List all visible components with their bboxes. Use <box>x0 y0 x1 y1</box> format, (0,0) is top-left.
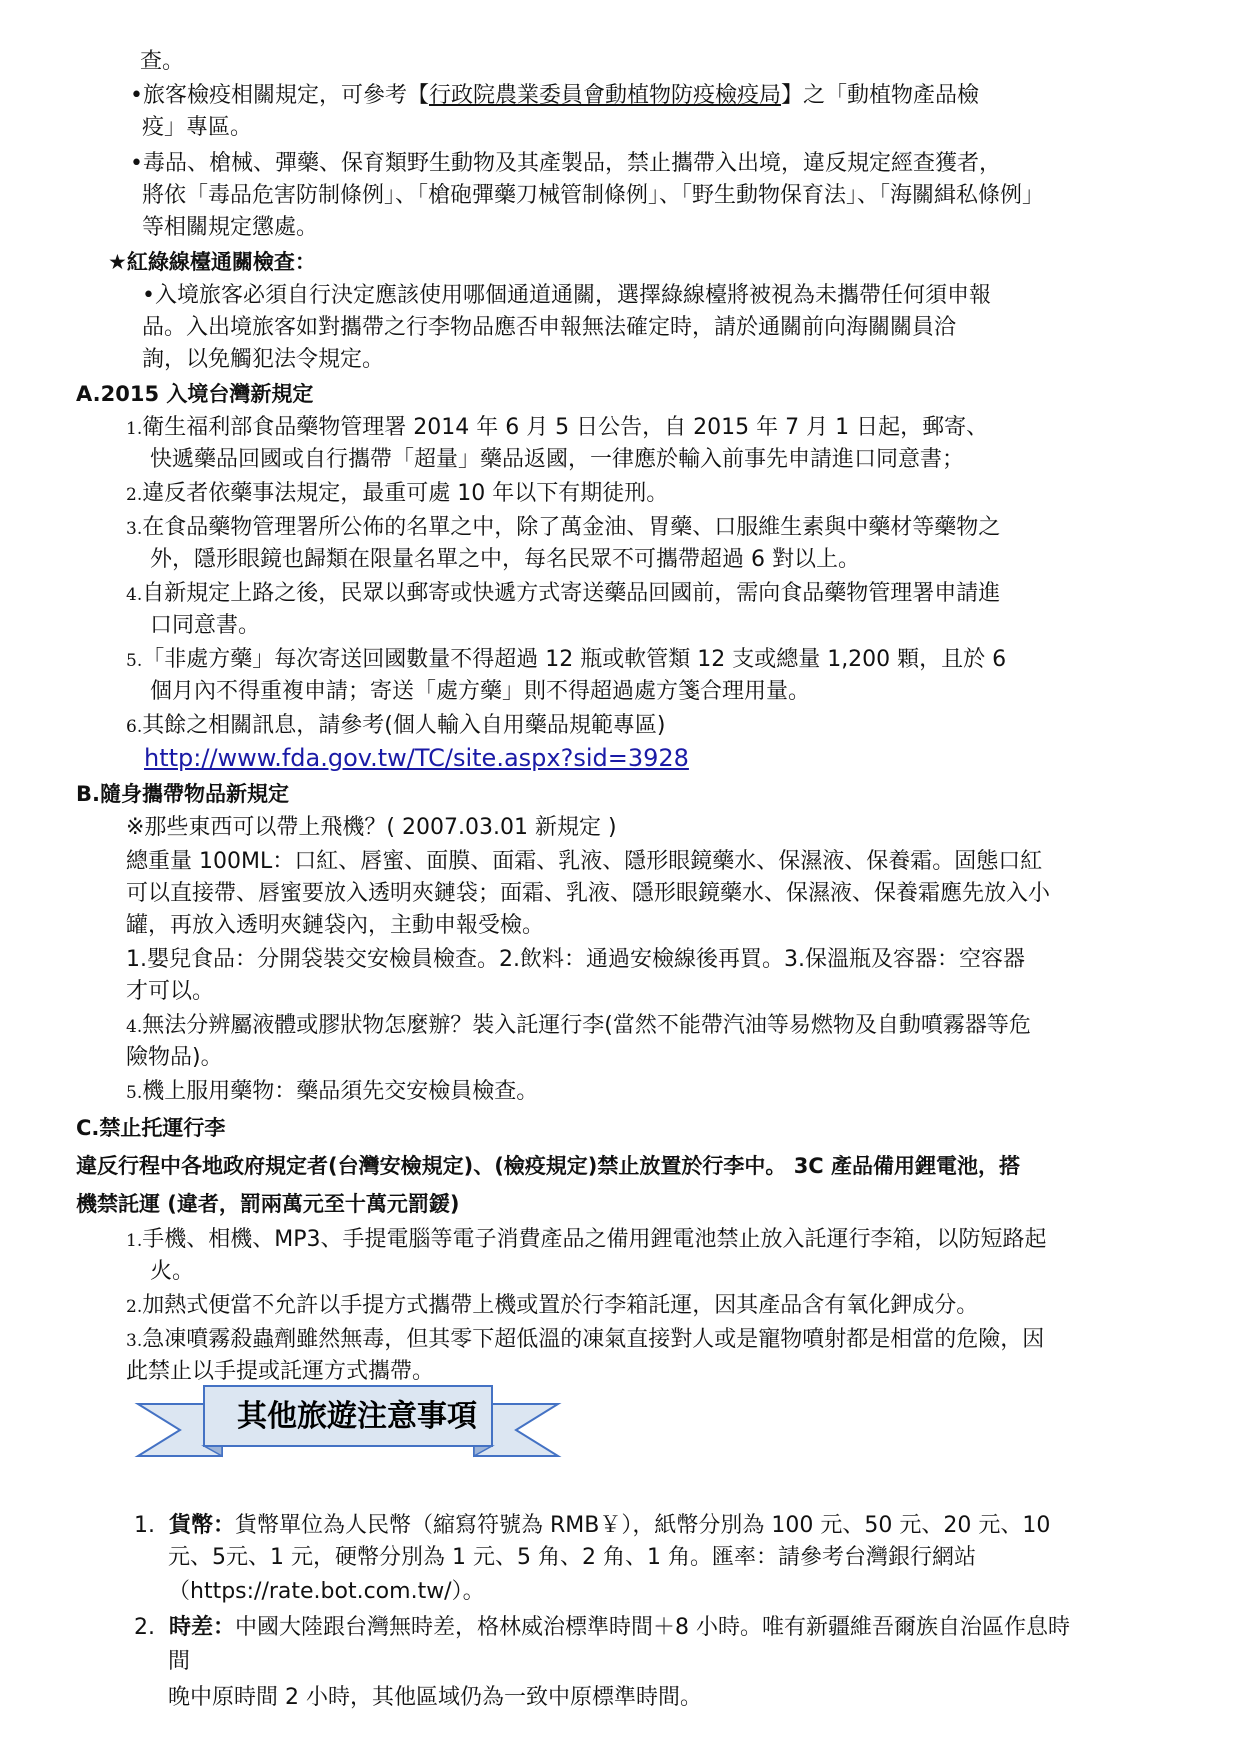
intro-line: 查。 <box>140 49 185 74</box>
item-number: 6. <box>126 717 143 737</box>
text: 在食品藥物管理署所公佈的名單之中，除了萬金油、胃藥、口服維生素與中藥材等藥物之 <box>142 515 1001 540</box>
bullet-contraband <box>130 148 1001 180</box>
banner-title: 其他旅遊注意事項 <box>237 1399 477 1434</box>
section-b-line: 才可以。 <box>126 979 215 1004</box>
travel-item-cont: 晚中原時間 2 小時，其他區域仍為一致中原標準時間。 <box>168 1685 702 1710</box>
item-number: 3. <box>126 519 143 539</box>
redgreen-line <box>142 280 991 312</box>
text: 衛生福利部食品藥物管理署 2014 年 6 月 5 日公告，自 2015 年 7 月 1 日起，郵寄、 <box>142 415 989 440</box>
travel-item-timezone <box>134 1612 1070 1644</box>
section-a-title: A.2015 入境台灣新規定 <box>76 382 314 406</box>
redgreen-title: ★紅綠線檯通關檢查： <box>108 250 316 274</box>
bullet-dot: • <box>142 283 155 308</box>
section-b-title: B.隨身攜帶物品新規定 <box>76 782 289 806</box>
text: 中國大陸跟台灣無時差，格林威治標準時間＋8 小時。唯有新疆維吾爾族自治區作息時 <box>235 1615 1071 1640</box>
text: 旅客檢疫相關規定，可參考【 <box>142 83 429 108</box>
item-number: 1. <box>134 1513 155 1538</box>
section-b-line: 1.嬰兒食品：分開袋裝交安檢員檢查。2.飲料：通過安檢線後再買。3.保溫瓶及容器：空容器 <box>126 947 1025 972</box>
list-item <box>126 1324 1044 1357</box>
list-item-cont: 險物品)。 <box>126 1045 223 1070</box>
item-number: 5. <box>126 1083 143 1103</box>
quarantine-bureau-link[interactable]: 行政院農業委員會動植物防疫檢疫局 <box>429 83 782 108</box>
item-number: 2. <box>134 1615 155 1640</box>
item-number: 4. <box>126 585 143 605</box>
list-item <box>126 1224 1046 1257</box>
bullet-contraband-cont: 將依「毒品危害防制條例」、「槍砲彈藥刀械管制條例」、「野生動物保育法」、「海關緝私條例」 <box>142 183 1045 208</box>
list-item <box>126 578 1000 611</box>
item-number: 1. <box>126 1231 143 1251</box>
list-item-cont: 火。 <box>150 1259 195 1284</box>
list-item <box>126 1010 1031 1043</box>
item-label: 時差： <box>169 1615 236 1640</box>
travel-item-cont: 元、5元、1 元，硬幣分別為 1 元、5 角、2 角、1 角。匯率：請參考台灣銀行網站 <box>168 1545 976 1570</box>
list-item <box>126 512 1000 545</box>
bullet-quarantine-cont: 疫」專區。 <box>142 115 253 140</box>
bullet-dot: • <box>130 83 143 108</box>
text: 無法分辨屬液體或膠狀物怎麼辦？裝入託運行李(當然不能帶汽油等易燃物及自動噴霧器等危 <box>142 1013 1031 1038</box>
section-b-line: 總重量 100ML：口紅、唇蜜、面膜、面霜、乳液、隱形眼鏡藥水、保濕液、保養霜。固態口紅 <box>126 849 1043 874</box>
bot-rate-link[interactable]: （https://rate.bot.com.tw/）。 <box>168 1579 485 1604</box>
text: 入境旅客必須自行決定應該使用哪個通道通關，選擇綠線檯將被視為未攜帶任何須申報 <box>154 283 991 308</box>
travel-item-currency <box>134 1510 1050 1542</box>
list-item-cont: 外，隱形眼鏡也歸類在限量名單之中，每名民眾不可攜帶超過 6 對以上。 <box>150 547 860 572</box>
text: 其餘之相關訊息，請參考(個人輸入自用藥品規範專區) <box>142 713 666 738</box>
travel-item-cont: 間 <box>168 1649 191 1674</box>
list-item-cont: 個月內不得重複申請；寄送「處方藥」則不得超過處方箋合理用量。 <box>150 679 811 704</box>
item-number: 5. <box>126 651 143 671</box>
section-c-title: C.禁止托運行李 <box>76 1116 226 1140</box>
text: 手機、相機、MP3、手提電腦等電子消費產品之備用鋰電池禁止放入託運行李箱，以防短路起 <box>142 1227 1047 1252</box>
list-item <box>126 412 988 445</box>
section-b-line: 罐，再放入透明夾鏈袋內，主動申報受檢。 <box>126 913 545 938</box>
text: 毒品、槍械、彈藥、保育類野生動物及其產製品，禁止攜帶入出境，違反規定經查獲者， <box>142 151 1001 176</box>
bullet-dot: • <box>130 151 143 176</box>
text: 「非處方藥」每次寄送回國數量不得超過 12 瓶或軟管類 12 支或總量 1,200 顆，且於 6 <box>142 647 1007 672</box>
text: 違反者依藥事法規定，最重可處 10 年以下有期徒刑。 <box>142 481 669 506</box>
redgreen-line: 詢，以免觸犯法令規定。 <box>142 347 385 372</box>
item-label: 貨幣： <box>169 1513 236 1538</box>
text: 加熱式便當不允許以手提方式攜帶上機或置於行李箱託運，因其產品含有氧化鉀成分。 <box>142 1293 979 1318</box>
list-item <box>126 1076 538 1109</box>
item-number: 4. <box>126 1017 143 1037</box>
list-item-cont: 口同意書。 <box>150 613 261 638</box>
list-item <box>126 1290 978 1323</box>
bullet-contraband-cont2: 等相關規定懲處。 <box>142 215 319 240</box>
text: 機上服用藥物：藥品須先交安檢員檢查。 <box>142 1079 539 1104</box>
list-item <box>126 644 1006 677</box>
item-number: 2. <box>126 1297 143 1317</box>
bullet-quarantine <box>130 80 979 112</box>
fda-link[interactable]: http://www.fda.gov.tw/TC/site.aspx?sid=3928 <box>144 744 689 772</box>
list-item-cont: 快遞藥品回國或自行攜帶「超量」藥品返國，一律應於輸入前事先申請進口同意書； <box>150 447 965 472</box>
item-number: 2. <box>126 485 143 505</box>
text: 貨幣單位為人民幣（縮寫符號為 RMB￥），紙幣分別為 100 元、50 元、20 元、10 <box>235 1513 1051 1538</box>
section-c-rule-cont: 機禁託運 (違者，罰兩萬元至十萬元罰鍰) <box>76 1192 460 1216</box>
text: 自新規定上路之後，民眾以郵寄或快遞方式寄送藥品回國前，需向食品藥物管理署申請進 <box>142 581 1001 606</box>
item-number: 1. <box>126 419 143 439</box>
list-item-cont: 此禁止以手提或託運方式攜帶。 <box>126 1359 435 1384</box>
list-item <box>126 710 665 743</box>
text: 】之「動植物產品檢 <box>781 83 980 108</box>
item-number: 3. <box>126 1331 143 1351</box>
redgreen-line: 品。入出境旅客如對攜帶之行李物品應否申報無法確定時，請於通關前向海關關員洽 <box>142 315 957 340</box>
text: 急凍噴霧殺蟲劑雖然無毒，但其零下超低溫的凍氣直接對人或是寵物噴射都是相當的危險，因 <box>142 1327 1045 1352</box>
list-item <box>126 478 668 511</box>
section-b-line: ※那些東西可以帶上飛機？( 2007.03.01 新規定 ) <box>126 815 617 840</box>
section-b-line: 可以直接帶、唇蜜要放入透明夾鏈袋；面霜、乳液、隱形眼鏡藥水、保濕液、保養霜應先放入小 <box>126 881 1051 906</box>
section-c-rule: 違反行程中各地政府規定者(台灣安檢規定)、(檢疫規定)禁止放置於行李中。 3C 產品備用鋰電池，搭 <box>76 1154 1021 1178</box>
